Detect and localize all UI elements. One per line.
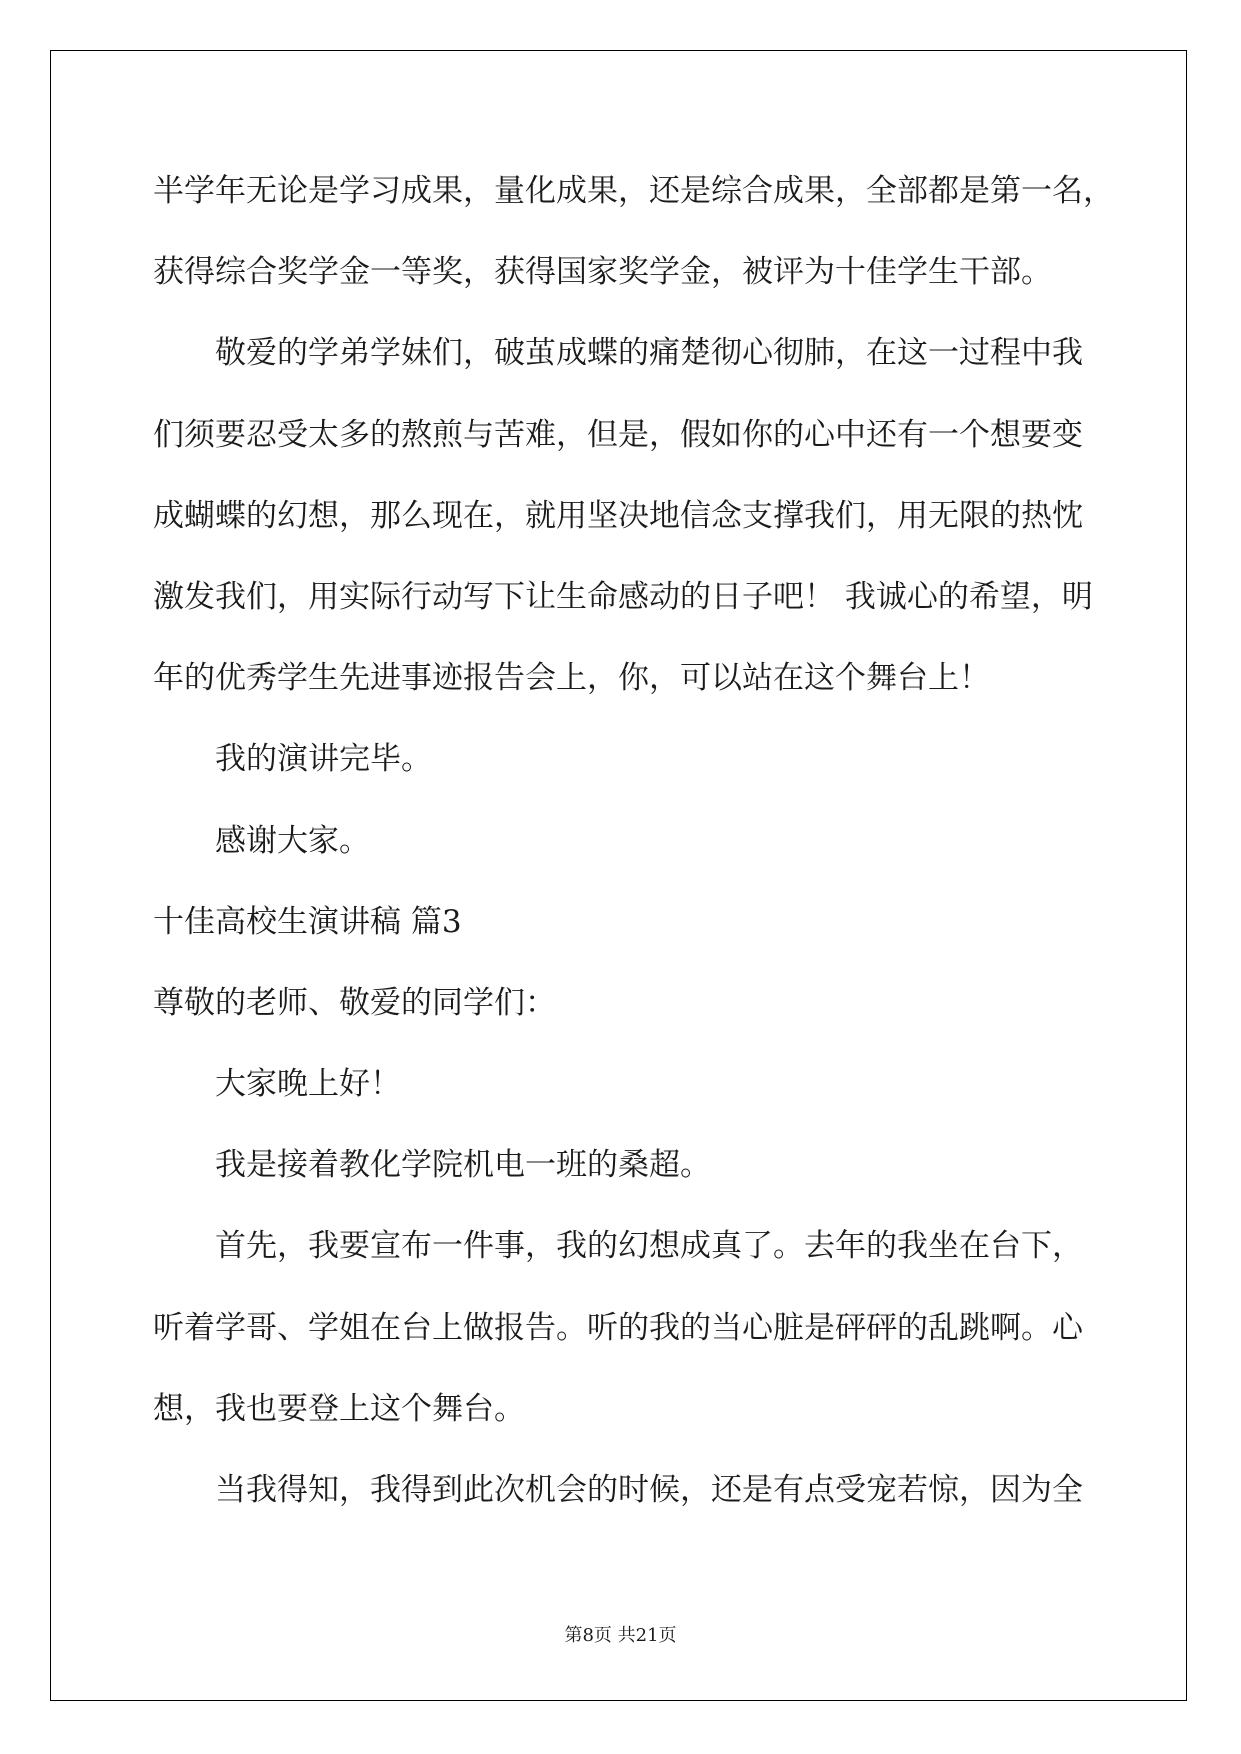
paragraph-line: 半学年无论是学习成果，量化成果，还是综合成果，全部都是第一名， bbox=[153, 173, 1114, 209]
section-heading: 十佳高校生演讲稿 篇3 bbox=[153, 903, 462, 940]
page-number-footer: 第8页 共21页 bbox=[564, 1625, 677, 1646]
document-body bbox=[153, 151, 1153, 1531]
paragraph-line: 想，我也要登上这个舞台。 bbox=[153, 1390, 525, 1427]
salutation: 尊敬的老师、敬爱的同学们： bbox=[153, 984, 556, 1021]
paragraph-line: 获得综合奖学金一等奖，获得国家奖学金，被评为十佳学生干部。 bbox=[153, 254, 1052, 291]
paragraph-line: 当我得知，我得到此次机会的时候，还是有点受宠若惊，因为全 bbox=[215, 1472, 1083, 1508]
paragraph-line: 我的演讲完毕。 bbox=[215, 741, 432, 778]
paragraph-line: 大家晚上好！ bbox=[215, 1066, 401, 1103]
paragraph-line: 我是接着教化学院机电一班的桑超。 bbox=[215, 1147, 711, 1184]
paragraph-line: 敬爱的学弟学妹们，破茧成蝶的痛楚彻心彻肺，在这一过程中我 bbox=[215, 335, 1083, 372]
paragraph-line: 激发我们，用实际行动写下让生命感动的日子吧！ 我诚心的希望，明 bbox=[153, 578, 1093, 615]
paragraph-line: 感谢大家。 bbox=[215, 822, 370, 859]
paragraph-line: 年的优秀学生先进事迹报告会上，你，可以站在这个舞台上！ bbox=[153, 660, 990, 697]
paragraph-line: 成蝴蝶的幻想，那么现在，就用坚决地信念支撑我们，用无限的热忱 bbox=[153, 497, 1083, 534]
paragraph-line: 首先，我要宣布一件事，我的幻想成真了。去年的我坐在台下， bbox=[215, 1228, 1083, 1265]
paragraph-line: 们须要忍受太多的熬煎与苦难，但是，假如你的心中还有一个想要变 bbox=[153, 416, 1083, 453]
paragraph-line: 听着学哥、学姐在台上做报告。听的我的当心脏是砰砰的乱跳啊。心 bbox=[153, 1309, 1083, 1346]
